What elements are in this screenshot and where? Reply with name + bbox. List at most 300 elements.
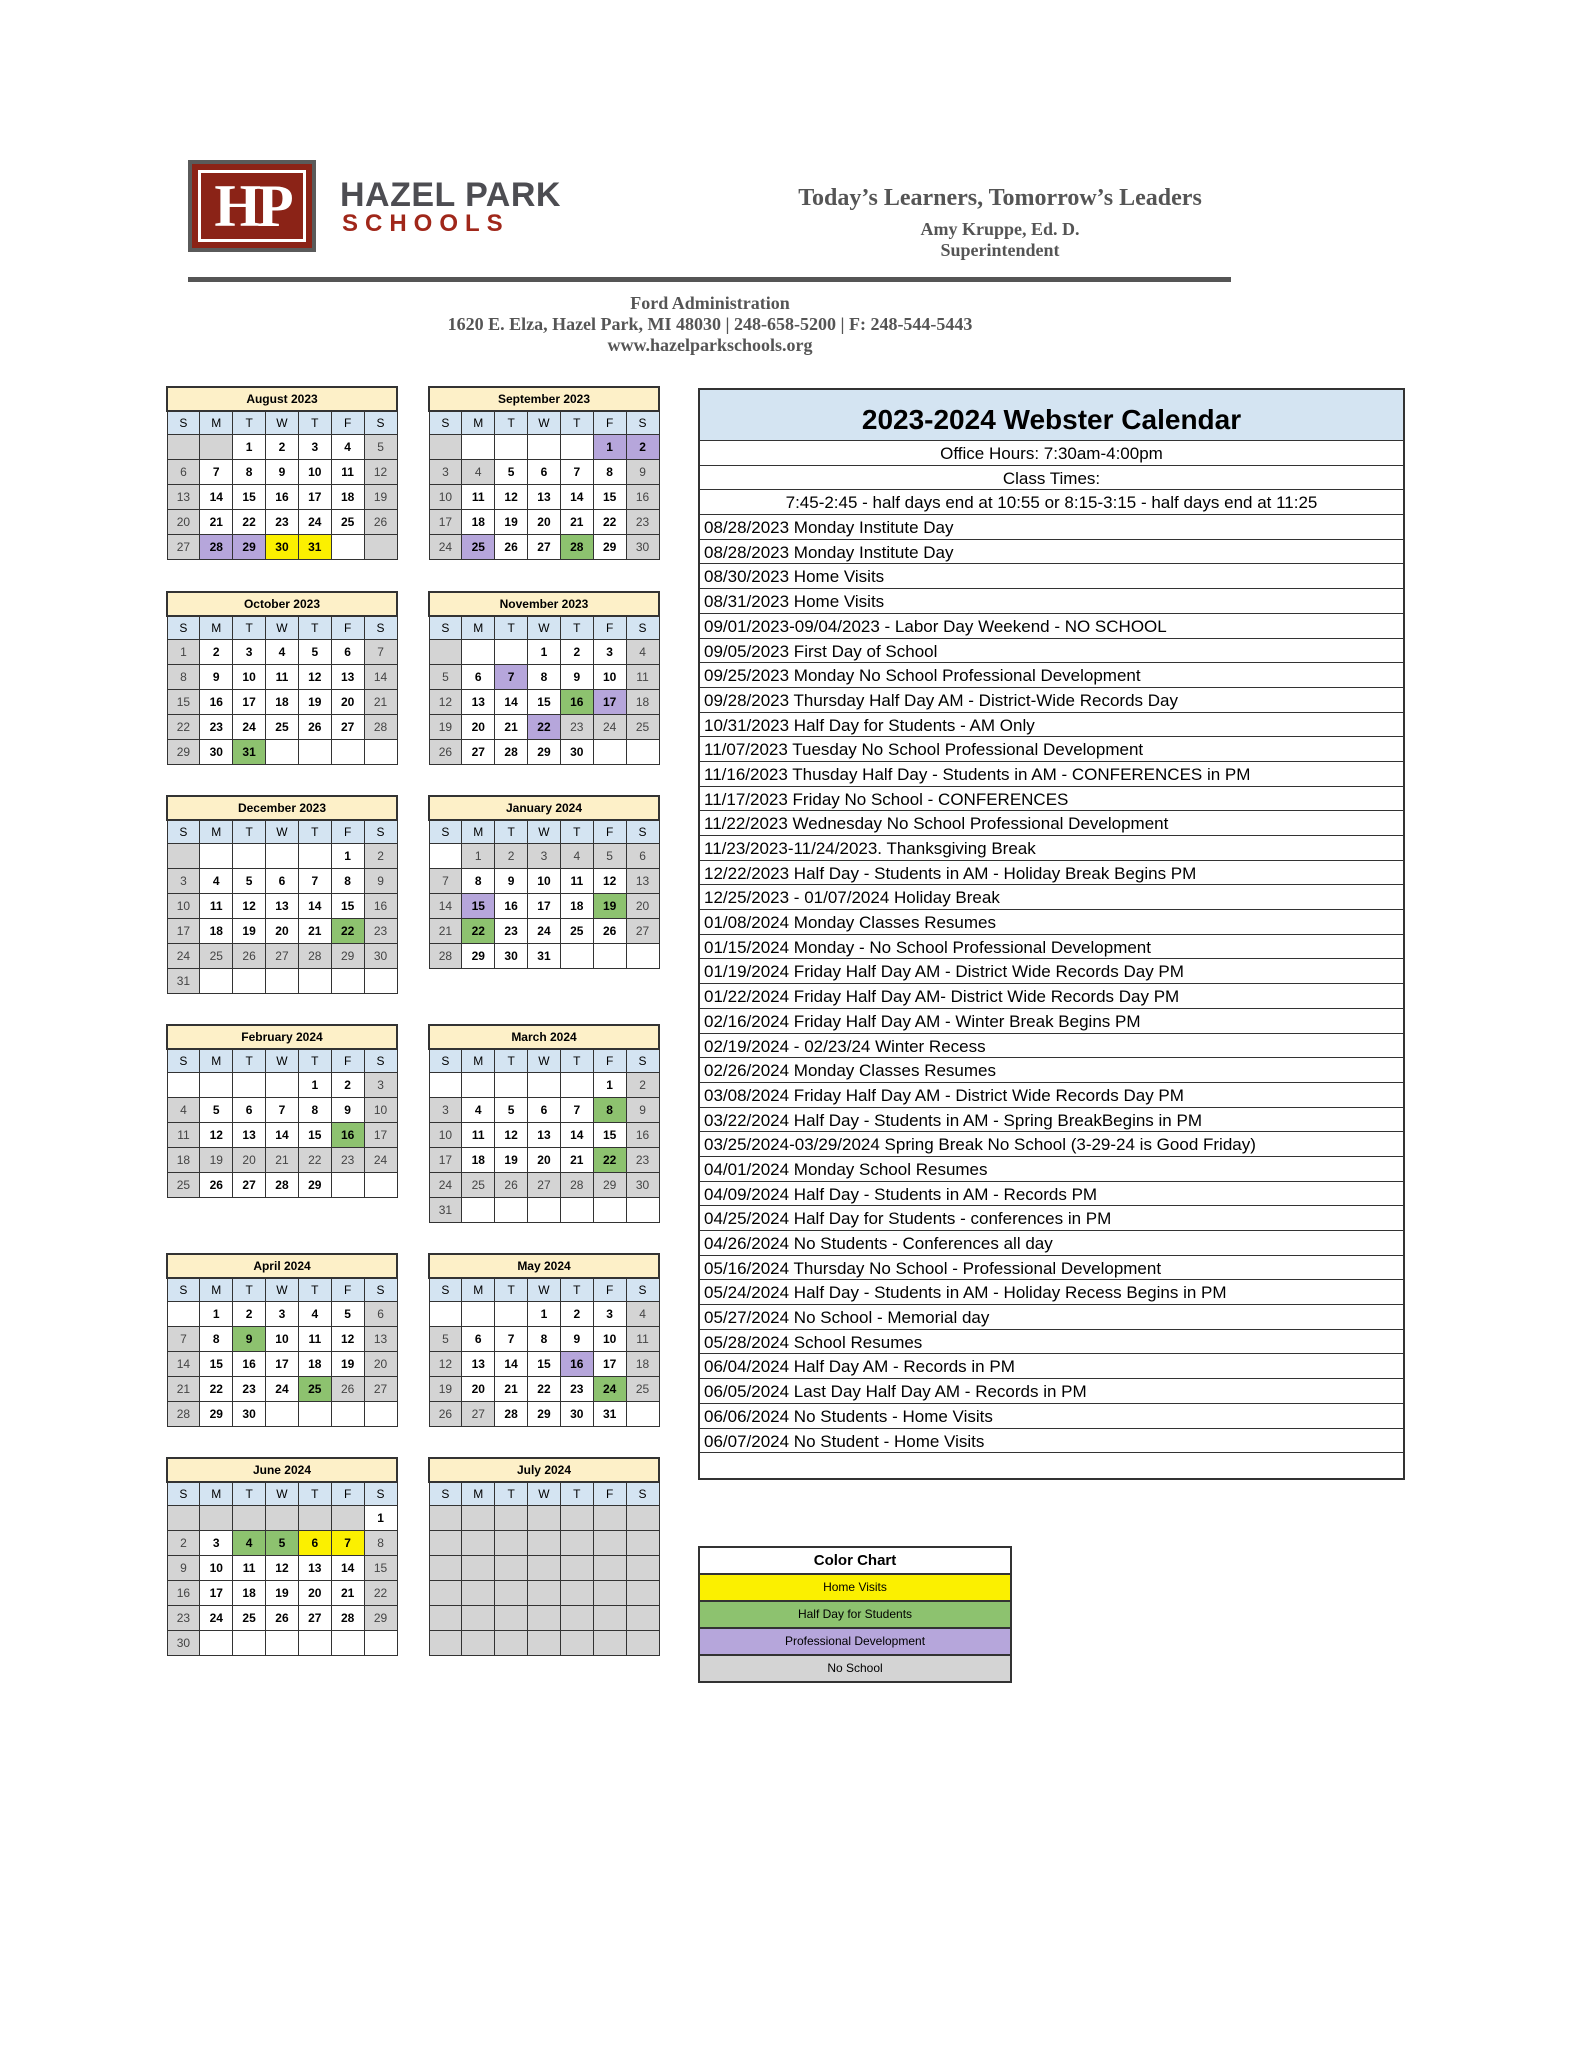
day-cell: 4	[462, 1098, 495, 1123]
weekday-header: T	[495, 616, 528, 640]
day-cell: 12	[429, 690, 462, 715]
day-cell: 10	[298, 460, 331, 485]
weekday-header: T	[298, 411, 331, 435]
event-row	[700, 1453, 1403, 1478]
weekday-header: T	[298, 1049, 331, 1073]
weekday-header: W	[266, 411, 299, 435]
day-cell: 23	[560, 1377, 593, 1402]
event-row: 04/26/2024 No Students - Conferences all day	[700, 1231, 1403, 1256]
day-cell: 15	[528, 1352, 561, 1377]
day-cell: 12	[429, 1352, 462, 1377]
day-cell	[298, 740, 331, 765]
event-row: 02/19/2024 - 02/23/24 Winter Recess	[700, 1034, 1403, 1059]
day-cell: 18	[167, 1148, 200, 1173]
weekday-header: T	[495, 1482, 528, 1506]
day-cell: 7	[200, 460, 233, 485]
month-title: October 2023	[167, 592, 397, 616]
weekday-header: T	[233, 616, 266, 640]
day-cell: 16	[266, 485, 299, 510]
weekday-header: M	[200, 820, 233, 844]
day-cell: 27	[528, 535, 561, 560]
day-cell: 25	[167, 1173, 200, 1198]
day-cell: 13	[364, 1327, 397, 1352]
day-cell: 12	[233, 894, 266, 919]
day-cell: 5	[364, 435, 397, 460]
weekday-header: S	[364, 820, 397, 844]
event-row: 01/22/2024 Friday Half Day AM- District Wide Records Day PM	[700, 984, 1403, 1009]
day-cell: 13	[626, 869, 659, 894]
day-cell: 25	[462, 1173, 495, 1198]
day-cell: 3	[298, 435, 331, 460]
day-cell	[593, 1198, 626, 1223]
day-cell: 1	[462, 844, 495, 869]
day-cell: 8	[233, 460, 266, 485]
day-cell: 12	[200, 1123, 233, 1148]
day-cell: 26	[495, 535, 528, 560]
day-cell: 11	[266, 665, 299, 690]
day-cell: 14	[495, 690, 528, 715]
day-cell	[233, 844, 266, 869]
day-cell: 28	[495, 1402, 528, 1427]
event-row: 09/05/2023 First Day of School	[700, 639, 1403, 664]
day-cell: 10	[593, 1327, 626, 1352]
day-cell: 23	[331, 1148, 364, 1173]
day-cell	[233, 1073, 266, 1098]
weekday-header: S	[429, 411, 462, 435]
month-calendar	[428, 591, 660, 765]
day-cell: 26	[495, 1173, 528, 1198]
event-row: 12/22/2023 Half Day - Students in AM - Holiday Break Begins PM	[700, 861, 1403, 886]
day-cell: 20	[331, 690, 364, 715]
day-cell: 14	[495, 1352, 528, 1377]
day-cell	[528, 435, 561, 460]
day-cell: 6	[167, 460, 200, 485]
event-row: 09/28/2023 Thursday Half Day AM - District-Wide Records Day	[700, 688, 1403, 713]
weekday-header: W	[266, 1278, 299, 1302]
day-cell: 21	[200, 510, 233, 535]
weekday-header: S	[364, 411, 397, 435]
day-cell: 23	[233, 1377, 266, 1402]
day-cell: 18	[462, 1148, 495, 1173]
event-row: 11/17/2023 Friday No School - CONFERENCES	[700, 787, 1403, 812]
day-cell: 16	[167, 1581, 200, 1606]
day-cell	[462, 435, 495, 460]
day-cell	[364, 969, 397, 994]
day-cell: 14	[560, 1123, 593, 1148]
weekday-header: T	[560, 820, 593, 844]
day-cell	[200, 1631, 233, 1656]
day-cell: 2	[364, 844, 397, 869]
day-cell: 9	[364, 869, 397, 894]
day-cell: 23	[626, 1148, 659, 1173]
event-row: 11/16/2023 Thusday Half Day - Students in AM - CONFERENCES in PM	[700, 762, 1403, 787]
day-cell: 27	[462, 1402, 495, 1427]
day-cell: 28	[560, 535, 593, 560]
day-cell: 31	[528, 944, 561, 969]
day-cell: 26	[364, 510, 397, 535]
color-chart-item: Home Visits	[700, 1574, 1010, 1601]
day-cell: 2	[266, 435, 299, 460]
day-cell	[364, 740, 397, 765]
weekday-header: F	[593, 411, 626, 435]
weekday-header: T	[233, 411, 266, 435]
day-cell: 22	[528, 715, 561, 740]
day-cell: 21	[560, 510, 593, 535]
day-cell: 2	[626, 435, 659, 460]
day-cell: 25	[331, 510, 364, 535]
day-cell: 29	[364, 1606, 397, 1631]
weekday-header: W	[266, 616, 299, 640]
day-cell: 4	[560, 844, 593, 869]
day-cell: 25	[462, 535, 495, 560]
day-cell: 19	[495, 1148, 528, 1173]
day-cell: 11	[200, 894, 233, 919]
day-cell	[266, 740, 299, 765]
day-cell: 24	[298, 510, 331, 535]
day-cell: 30	[266, 535, 299, 560]
day-cell: 8	[528, 1327, 561, 1352]
day-cell	[626, 1606, 659, 1631]
day-cell	[462, 640, 495, 665]
day-cell	[462, 1631, 495, 1656]
day-cell: 20	[233, 1148, 266, 1173]
day-cell: 7	[167, 1327, 200, 1352]
day-cell: 24	[593, 1377, 626, 1402]
day-cell: 24	[266, 1377, 299, 1402]
day-cell: 20	[626, 894, 659, 919]
day-cell	[298, 1402, 331, 1427]
admin-name: Ford Administration	[630, 293, 790, 313]
day-cell: 21	[495, 1377, 528, 1402]
weekday-header: T	[560, 1482, 593, 1506]
day-cell	[528, 1556, 561, 1581]
day-cell: 16	[233, 1352, 266, 1377]
day-cell: 19	[593, 894, 626, 919]
day-cell	[462, 1556, 495, 1581]
day-cell: 10	[528, 869, 561, 894]
day-cell: 2	[233, 1302, 266, 1327]
day-cell: 2	[331, 1073, 364, 1098]
day-cell	[626, 1198, 659, 1223]
weekday-header: S	[429, 1049, 462, 1073]
weekday-header: S	[626, 616, 659, 640]
day-cell: 5	[298, 640, 331, 665]
event-row: 04/09/2024 Half Day - Students in AM - Records PM	[700, 1182, 1403, 1207]
day-cell: 28	[331, 1606, 364, 1631]
day-cell: 21	[298, 919, 331, 944]
day-cell: 7	[364, 640, 397, 665]
day-cell	[429, 1581, 462, 1606]
day-cell: 5	[331, 1302, 364, 1327]
day-cell: 4	[626, 1302, 659, 1327]
weekday-header: T	[495, 1278, 528, 1302]
month-title: April 2024	[167, 1254, 397, 1278]
day-cell	[560, 1506, 593, 1531]
day-cell: 1	[298, 1073, 331, 1098]
day-cell: 26	[429, 740, 462, 765]
day-cell: 9	[626, 460, 659, 485]
day-cell: 15	[364, 1556, 397, 1581]
day-cell: 1	[167, 640, 200, 665]
weekday-header: W	[528, 1482, 561, 1506]
day-cell: 10	[200, 1556, 233, 1581]
weekday-header: S	[626, 1278, 659, 1302]
day-cell: 16	[560, 1352, 593, 1377]
day-cell: 30	[167, 1631, 200, 1656]
day-cell: 8	[593, 460, 626, 485]
weekday-header: S	[364, 1278, 397, 1302]
event-row: 09/01/2023-09/04/2023 - Labor Day Weekend - NO SCHOOL	[700, 614, 1403, 639]
month-title: July 2024	[429, 1458, 659, 1482]
day-cell	[560, 435, 593, 460]
weekday-header: M	[462, 1482, 495, 1506]
hp-logo	[188, 160, 316, 252]
day-cell: 16	[200, 690, 233, 715]
weekday-header: F	[593, 616, 626, 640]
weekday-header: S	[167, 1278, 200, 1302]
event-row: 11/07/2023 Tuesday No School Professional Development	[700, 737, 1403, 762]
day-cell: 17	[167, 919, 200, 944]
weekday-header: S	[429, 820, 462, 844]
day-cell: 12	[298, 665, 331, 690]
day-cell: 27	[298, 1606, 331, 1631]
day-cell: 4	[167, 1098, 200, 1123]
weekday-header: S	[167, 1482, 200, 1506]
day-cell	[593, 1556, 626, 1581]
day-cell: 1	[233, 435, 266, 460]
day-cell: 31	[298, 535, 331, 560]
day-cell	[200, 435, 233, 460]
day-cell	[429, 1506, 462, 1531]
day-cell: 28	[298, 944, 331, 969]
day-cell	[495, 640, 528, 665]
day-cell: 22	[364, 1581, 397, 1606]
day-cell	[495, 1606, 528, 1631]
day-cell: 17	[528, 894, 561, 919]
day-cell	[495, 1531, 528, 1556]
day-cell: 11	[626, 665, 659, 690]
weekday-header: T	[560, 1049, 593, 1073]
month-calendar	[166, 386, 398, 560]
header-rule	[188, 277, 1231, 282]
day-cell: 26	[429, 1402, 462, 1427]
events-list	[698, 388, 1405, 1480]
day-cell: 2	[560, 1302, 593, 1327]
day-cell	[560, 1631, 593, 1656]
day-cell: 9	[233, 1327, 266, 1352]
event-row: 03/08/2024 Friday Half Day AM - District Wide Records Day PM	[700, 1083, 1403, 1108]
weekday-header: W	[528, 411, 561, 435]
day-cell: 20	[462, 1377, 495, 1402]
day-cell	[167, 1506, 200, 1531]
day-cell: 6	[528, 460, 561, 485]
day-cell: 2	[200, 640, 233, 665]
weekday-header: S	[167, 1049, 200, 1073]
day-cell: 20	[266, 919, 299, 944]
weekday-header: T	[233, 820, 266, 844]
day-cell: 15	[331, 894, 364, 919]
day-cell: 3	[429, 1098, 462, 1123]
event-row: 01/19/2024 Friday Half Day AM - District Wide Records Day PM	[700, 959, 1403, 984]
weekday-header: M	[200, 411, 233, 435]
day-cell: 4	[462, 460, 495, 485]
day-cell: 30	[233, 1402, 266, 1427]
day-cell: 3	[200, 1531, 233, 1556]
day-cell	[200, 844, 233, 869]
day-cell: 24	[364, 1148, 397, 1173]
day-cell: 16	[364, 894, 397, 919]
day-cell: 27	[167, 535, 200, 560]
event-row: 06/05/2024 Last Day Half Day AM - Records in PM	[700, 1379, 1403, 1404]
day-cell: 20	[528, 510, 561, 535]
day-cell: 17	[429, 510, 462, 535]
day-cell: 29	[200, 1402, 233, 1427]
day-cell: 24	[200, 1606, 233, 1631]
day-cell: 25	[560, 919, 593, 944]
weekday-header: T	[495, 820, 528, 844]
weekday-header: F	[331, 616, 364, 640]
day-cell: 16	[626, 1123, 659, 1148]
day-cell: 17	[266, 1352, 299, 1377]
day-cell: 3	[593, 1302, 626, 1327]
weekday-header: W	[528, 820, 561, 844]
weekday-header: S	[364, 1482, 397, 1506]
day-cell: 5	[429, 1327, 462, 1352]
day-cell	[528, 1073, 561, 1098]
weekday-header: F	[593, 1278, 626, 1302]
day-cell	[266, 969, 299, 994]
day-cell: 16	[331, 1123, 364, 1148]
day-cell: 13	[266, 894, 299, 919]
day-cell: 15	[462, 894, 495, 919]
day-cell: 12	[495, 485, 528, 510]
event-row: 06/07/2024 No Student - Home Visits	[700, 1429, 1403, 1454]
event-row: 08/31/2023 Home Visits	[700, 589, 1403, 614]
weekday-header: S	[429, 616, 462, 640]
day-cell: 15	[167, 690, 200, 715]
event-row: 08/28/2023 Monday Institute Day	[700, 540, 1403, 565]
day-cell: 23	[495, 919, 528, 944]
superintendent-name: Amy Kruppe, Ed. D.	[920, 219, 1080, 239]
day-cell: 22	[462, 919, 495, 944]
day-cell	[495, 1631, 528, 1656]
day-cell	[429, 435, 462, 460]
day-cell: 29	[167, 740, 200, 765]
event-row: 11/22/2023 Wednesday No School Professional Development	[700, 811, 1403, 836]
day-cell: 29	[593, 1173, 626, 1198]
day-cell	[528, 1198, 561, 1223]
month-title: January 2024	[429, 796, 659, 820]
day-cell: 13	[331, 665, 364, 690]
class-times-label: Class Times:	[700, 466, 1403, 491]
day-cell: 8	[593, 1098, 626, 1123]
event-row: 03/22/2024 Half Day - Students in AM - Spring BreakBegins in PM	[700, 1108, 1403, 1133]
day-cell: 20	[528, 1148, 561, 1173]
day-cell: 6	[528, 1098, 561, 1123]
day-cell: 8	[462, 869, 495, 894]
day-cell: 22	[167, 715, 200, 740]
day-cell: 5	[495, 1098, 528, 1123]
day-cell: 29	[593, 535, 626, 560]
day-cell	[495, 1581, 528, 1606]
weekday-header: M	[200, 1278, 233, 1302]
day-cell: 9	[331, 1098, 364, 1123]
day-cell: 22	[528, 1377, 561, 1402]
day-cell: 25	[233, 1606, 266, 1631]
day-cell: 7	[495, 665, 528, 690]
day-cell: 23	[626, 510, 659, 535]
day-cell	[331, 1506, 364, 1531]
day-cell	[495, 1073, 528, 1098]
day-cell: 17	[593, 690, 626, 715]
day-cell	[593, 1606, 626, 1631]
day-cell	[462, 1198, 495, 1223]
day-cell: 21	[429, 919, 462, 944]
weekday-header: F	[331, 1278, 364, 1302]
weekday-header: M	[200, 616, 233, 640]
event-row: 03/25/2024-03/29/2024 Spring Break No School (3-29-24 is Good Friday)	[700, 1132, 1403, 1157]
day-cell: 19	[200, 1148, 233, 1173]
day-cell: 25	[200, 944, 233, 969]
event-row: 05/16/2024 Thursday No School - Professional Development	[700, 1256, 1403, 1281]
weekday-header: F	[593, 820, 626, 844]
day-cell: 8	[200, 1327, 233, 1352]
day-cell	[266, 1073, 299, 1098]
day-cell: 29	[528, 1402, 561, 1427]
day-cell: 7	[495, 1327, 528, 1352]
day-cell: 11	[462, 485, 495, 510]
event-row: 02/26/2024 Monday Classes Resumes	[700, 1058, 1403, 1083]
day-cell: 17	[298, 485, 331, 510]
day-cell: 10	[593, 665, 626, 690]
weekday-header: T	[233, 1049, 266, 1073]
day-cell	[429, 1631, 462, 1656]
day-cell	[298, 844, 331, 869]
event-row: 11/23/2023-11/24/2023. Thanksgiving Break	[700, 836, 1403, 861]
day-cell	[462, 1581, 495, 1606]
day-cell: 1	[200, 1302, 233, 1327]
weekday-header: S	[167, 411, 200, 435]
event-row: 04/01/2024 Monday School Resumes	[700, 1157, 1403, 1182]
day-cell: 16	[495, 894, 528, 919]
event-row: 02/16/2024 Friday Half Day AM - Winter Break Begins PM	[700, 1009, 1403, 1034]
day-cell	[167, 844, 200, 869]
day-cell: 16	[626, 485, 659, 510]
day-cell: 10	[429, 1123, 462, 1148]
day-cell: 11	[298, 1327, 331, 1352]
weekday-header: S	[364, 1049, 397, 1073]
day-cell	[266, 1402, 299, 1427]
day-cell: 15	[200, 1352, 233, 1377]
day-cell: 23	[364, 919, 397, 944]
day-cell: 28	[266, 1173, 299, 1198]
color-chart-item: No School	[700, 1655, 1010, 1681]
day-cell: 29	[298, 1173, 331, 1198]
day-cell	[167, 1302, 200, 1327]
day-cell: 25	[626, 715, 659, 740]
day-cell	[429, 1531, 462, 1556]
day-cell: 19	[331, 1352, 364, 1377]
day-cell: 19	[266, 1581, 299, 1606]
day-cell: 14	[364, 665, 397, 690]
weekday-header: S	[626, 1482, 659, 1506]
event-row: 06/04/2024 Half Day AM - Records in PM	[700, 1354, 1403, 1379]
tagline: Today’s Learners, Tomorrow’s Leaders	[798, 185, 1202, 211]
day-cell	[429, 1606, 462, 1631]
day-cell: 6	[364, 1302, 397, 1327]
day-cell: 20	[298, 1581, 331, 1606]
day-cell: 1	[331, 844, 364, 869]
